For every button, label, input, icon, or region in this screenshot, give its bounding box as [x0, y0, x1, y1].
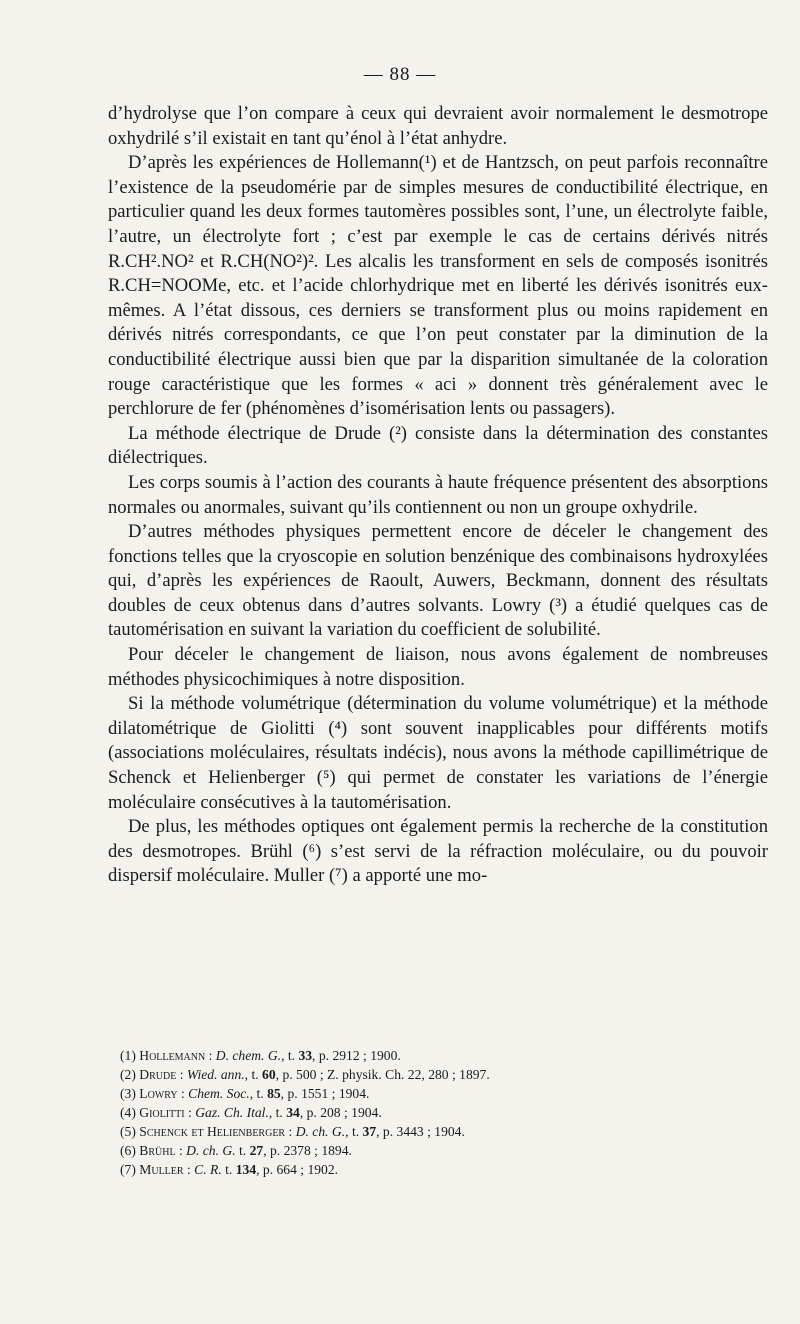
paragraph: Pour déceler le changement de liaison, nous avons également de nombreuses méthodes physicochimiques à notre disposition. [108, 644, 768, 690]
body-text [108, 102, 768, 889]
footnote: (5) Schenck et Helienberger : D. ch. G., t. 37, p. 3443 ; 1904. [120, 1124, 465, 1139]
footnote: (2) Drude : Wied. ann., t. 60, p. 500 ; Z. physik. Ch. 22, 280 ; 1897. [120, 1067, 490, 1082]
footnote: (7) Muller : C. R. t. 134, p. 664 ; 1902. [120, 1162, 339, 1177]
paragraph: Si la méthode volumétrique (détermination du volume volumétrique) et la méthode dilatométrique de Giolitti (⁴) sont souvent inapplicables pour différents motifs (associations moléculaires, résultats indécis), nous avons la méthode capillimétrique de Schenck et Helienberger (⁵) qui permet de constater les variations de l’énergie moléculaire consécutives à la tautomérisation. [108, 693, 768, 813]
page-number: — 88 — [363, 64, 437, 85]
paragraph: D’autres méthodes physiques permettent encore de déceler le changement des fonctions telles que la cryoscopie en solution benzénique des combinaisons hydroxylées qui, d’après les expériences de Raoult, Auwers, Beckmann, donnent des résultats doubles de ceux obtenus dans d’autres solvants. Lowry (³) a étudié quelques cas de tautomérisation en suivant la variation du coefficient de solubilité. [108, 521, 768, 641]
footnote: (6) Brühl : D. ch. G. t. 27, p. 2378 ; 1894. [120, 1143, 352, 1158]
footnote: (4) Giolitti : Gaz. Ch. Ital., t. 34, p. 208 ; 1904. [120, 1105, 382, 1120]
paragraph: d’hydrolyse que l’on compare à ceux qui devraient avoir normalement le desmotrope oxhydrilé s’il existait en tant qu’énol à l’état anhydre. [108, 103, 768, 149]
footnote: (1) Hollemann : D. chem. G., t. 33, p. 2912 ; 1900. [120, 1048, 401, 1063]
footnotes [120, 1046, 760, 1179]
paragraph: Les corps soumis à l’action des courants à haute fréquence présentent des absorptions normales ou anormales, suivant qu’ils contiennent ou non un groupe oxhydrile. [108, 471, 768, 518]
footnote: (3) Lowry : Chem. Soc., t. 85, p. 1551 ; 1904. [120, 1086, 370, 1101]
paragraph: D’après les expériences de Hollemann(¹) et de Hantzsch, on peut parfois reconnaître l’existence de la pseudomérie par de simples mesures de conductibilité électrique, en particulier quand les deux formes tautomères possibles sont, l’une, un électrolyte faible, l’autre, un électrolyte fort ; c’est par exemple le cas de certains dérivés nitrés R.CH².NO² et R.CH(NO²)². Les alcalis les transforment en sels de composés isonitrés R.CH=NOOMe, etc. et l’acide chlorhydrique met en liberté les dérivés isonitrés eux-mêmes. A l’état dissous, ces derniers se transforment plus ou moins rapidement en dérivés nitrés correspondants, ce que l’on peut constater par la diminution de la conductibilité électrique aussi bien que par la disparition simultanée de la coloration rouge caractéristique que les formes « aci » donnent très généralement avec le perchlorure de fer (phénomènes d’isomérisation lents ou passagers). [108, 152, 768, 420]
paragraph: La méthode électrique de Drude (²) consiste dans la détermination des constantes diélectriques. [108, 422, 768, 469]
paragraph: De plus, les méthodes optiques ont également permis la recherche de la constitution des desmotropes. Brühl (⁶) s’est servi de la réfraction moléculaire, ou du pouvoir dispersif moléculaire. Muller (⁷) a apporté une mo- [108, 816, 768, 887]
